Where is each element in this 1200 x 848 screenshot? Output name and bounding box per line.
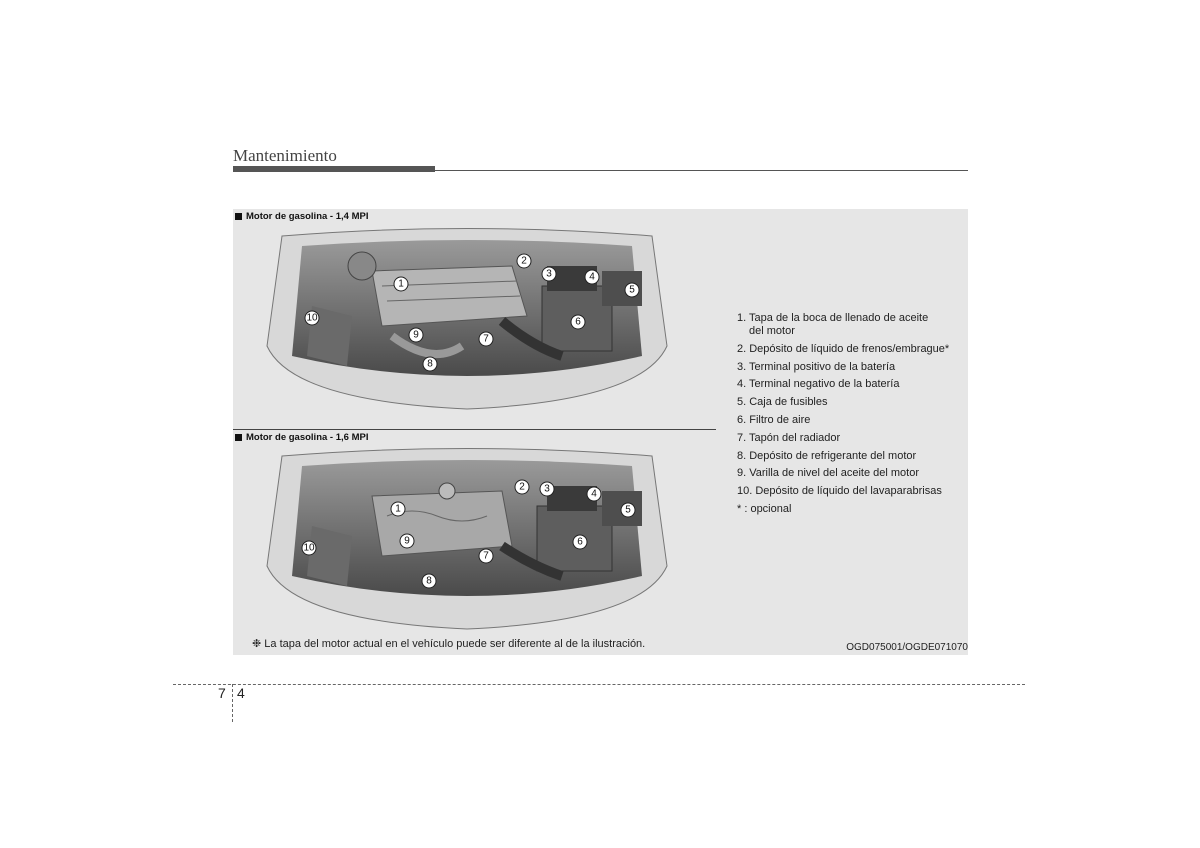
legend-item-2: 2. Depósito de líquido de frenos/embrague*: [737, 342, 950, 355]
callout-8: 8: [427, 358, 433, 370]
legend-item-6: 6. Filtro de aire: [737, 413, 811, 426]
legend-item-1: 1. Tapa de la boca de llenado de aceite del motor: [737, 312, 929, 337]
callout-6: 6: [575, 316, 581, 328]
header-bar: [233, 166, 435, 172]
callout-5: 5: [629, 284, 635, 296]
chapter-number: 7: [218, 685, 226, 701]
legend-list: [737, 312, 965, 521]
bullet-square-icon: [235, 434, 242, 441]
legend-item-8: 8. Depósito de refrigerante del motor: [737, 449, 917, 462]
legend-item-4: 4. Terminal negativo de la batería: [737, 378, 900, 391]
footer-separator: [232, 684, 233, 722]
callout-5: 5: [625, 504, 631, 516]
header-title: Mantenimiento: [233, 146, 337, 165]
callout-3: 3: [546, 268, 552, 280]
legend-item-10: 10. Depósito de líquido del lavaparabrisas: [737, 485, 942, 498]
engine-illustration-1: [262, 226, 672, 411]
bullet-square-icon: [235, 213, 242, 220]
image-code: OGD075001/OGDE071070: [846, 642, 968, 653]
callout-4: 4: [591, 488, 597, 500]
legend-item-3: 3. Terminal positivo de la batería: [737, 360, 896, 373]
callout-8: 8: [426, 575, 432, 587]
callout-9: 9: [404, 535, 410, 547]
section-divider: [233, 429, 716, 430]
engine-illustration-2: [262, 446, 672, 631]
callout-6: 6: [577, 536, 583, 548]
section-label-2: Motor de gasolina - 1,6 MPI: [235, 432, 368, 443]
callout-1: 1: [395, 503, 401, 515]
callout-3: 3: [544, 483, 550, 495]
callout-7: 7: [483, 550, 489, 562]
callout-7: 7: [483, 333, 489, 345]
section-label-1: Motor de gasolina - 1,4 MPI: [235, 211, 368, 222]
callout-4: 4: [589, 271, 595, 283]
page-number: 4: [237, 685, 245, 701]
callout-1: 1: [398, 278, 404, 290]
illustration-note: ❉ La tapa del motor actual en el vehículo puede ser diferente al de la ilustración.: [252, 638, 646, 650]
callout-2: 2: [521, 255, 527, 267]
callout-2: 2: [519, 481, 525, 493]
callout-10: 10: [306, 312, 318, 324]
callout-10: 10: [303, 542, 315, 554]
legend-item-9: 9. Varilla de nivel del aceite del motor: [737, 467, 920, 480]
callout-9: 9: [413, 329, 419, 341]
header-rule: [435, 170, 968, 171]
legend-item-5: 5. Caja de fusibles: [737, 396, 828, 409]
legend-item-optional: * : opcional: [737, 502, 792, 515]
footer-rule: [173, 684, 1025, 685]
legend-item-7: 7. Tapón del radiador: [737, 431, 841, 444]
